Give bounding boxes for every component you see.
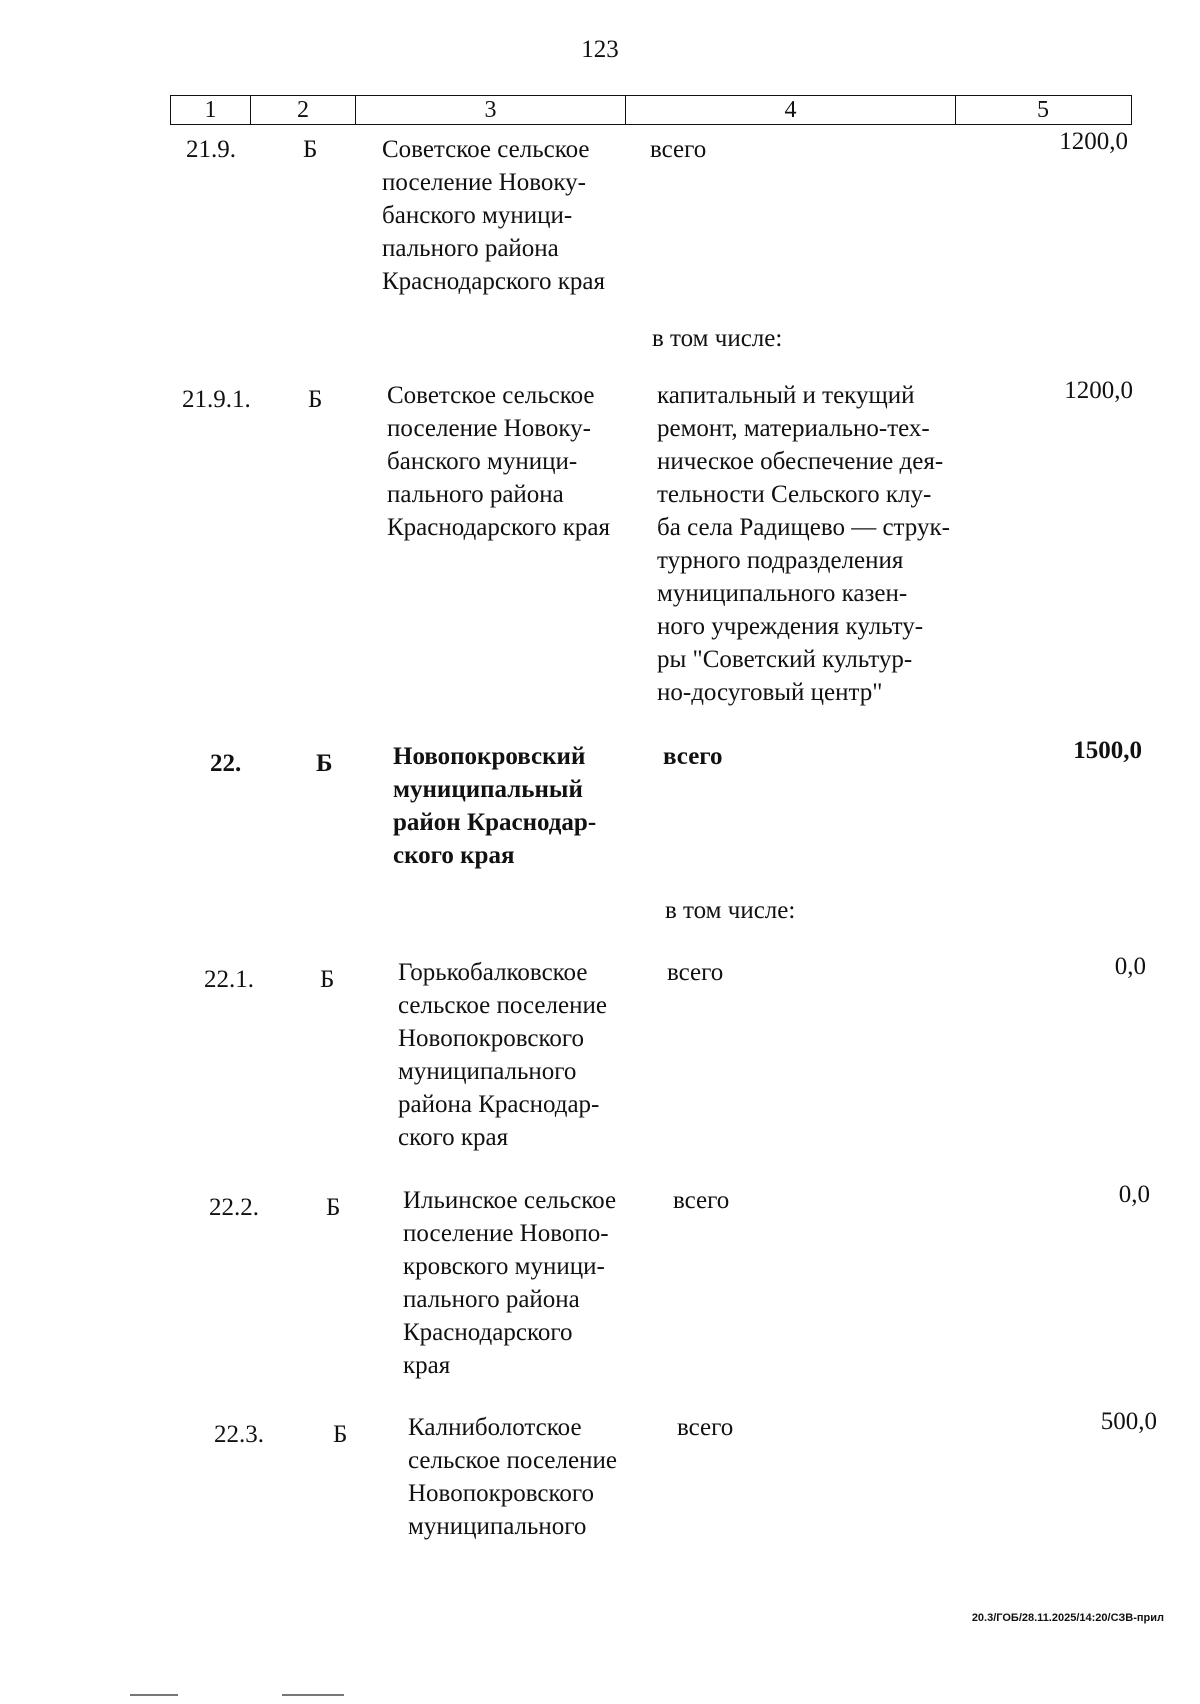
text-line: сельское поселение: [408, 1447, 617, 1474]
row-number: 22.1.: [204, 966, 254, 993]
text-line: всего: [663, 743, 723, 770]
text-line: Советское сельское: [382, 136, 590, 163]
recipient-cell: [398, 956, 646, 1154]
row-code: Б: [326, 1194, 341, 1221]
text-line: Ильинское сельское: [403, 1187, 617, 1214]
text-line: всего: [677, 1414, 734, 1441]
page-number: 123: [581, 36, 619, 63]
recipient-cell: [382, 133, 630, 298]
text-line: тельности Сельского клу-: [657, 481, 932, 508]
text-line: Советское сельское: [387, 382, 595, 409]
text-line: банского муници-: [382, 202, 573, 229]
column-header: 2: [251, 96, 356, 124]
text-line: Новопокровского: [408, 1480, 594, 1507]
column-header-row: [170, 95, 1132, 125]
text-line: ного учреждения культу-: [657, 613, 924, 640]
text-line: района Краснодар-: [398, 1091, 600, 1118]
text-line: ба села Радищево — струк-: [657, 514, 950, 541]
text-line: ническое обеспечение дея-: [657, 448, 944, 475]
text-line: пального района: [403, 1286, 580, 1313]
row-code: Б: [316, 750, 333, 777]
text-line: капитальный и текущий: [657, 382, 915, 409]
text-line: Калниболотское: [408, 1414, 582, 1441]
subheading: в том числе:: [665, 897, 796, 924]
text-line: всего: [667, 959, 724, 986]
amount-cell: 0,0: [1118, 1181, 1150, 1208]
text-line: муниципального казен-: [657, 580, 908, 607]
scan-edge-mark: [130, 1694, 178, 1696]
text-line: кровского муници-: [403, 1253, 605, 1280]
row-number: 21.9.1.: [182, 386, 251, 413]
text-line: муниципальный: [393, 776, 583, 803]
document-registration-code: 20.3/ГОБ/28.11.2025/14:20/СЗВ-прил: [971, 1612, 1164, 1624]
amount-cell: 500,0: [1100, 1408, 1157, 1435]
row-number: 22.2.: [209, 1194, 259, 1221]
text-line: края: [403, 1352, 451, 1379]
text-line: но-досуговый центр": [657, 679, 883, 706]
row-number: 22.3.: [214, 1421, 264, 1448]
subheading: в том числе:: [652, 325, 783, 352]
text-line: район Краснодар-: [393, 809, 597, 836]
text-line: турного подразделения: [657, 547, 904, 574]
purpose-cell: [673, 1184, 729, 1217]
row-number: 21.9.: [186, 136, 236, 163]
amount-cell: 0,0: [1114, 953, 1146, 980]
purpose-cell: [663, 740, 723, 773]
scan-edge-mark: [282, 1694, 344, 1696]
row-code: Б: [303, 136, 318, 163]
text-line: муниципального: [398, 1058, 577, 1085]
text-line: пального района: [382, 235, 559, 262]
text-line: банского муници-: [387, 448, 578, 475]
text-line: ского края: [398, 1124, 509, 1151]
recipient-cell: [387, 379, 635, 544]
text-line: муниципального: [408, 1513, 587, 1540]
purpose-cell: [667, 956, 723, 989]
recipient-cell: [393, 740, 641, 872]
text-line: Горькобалковское: [398, 959, 588, 986]
text-line: Новопокровский: [393, 743, 586, 770]
column-header: 4: [626, 96, 956, 124]
text-line: пального района: [387, 481, 564, 508]
amount-cell: 1200,0: [1064, 377, 1133, 404]
column-header: 5: [1037, 97, 1049, 123]
row-code: Б: [320, 966, 335, 993]
text-line: поселение Новопо-: [403, 1220, 609, 1247]
column-header: 1: [171, 96, 251, 124]
text-line: всего: [650, 136, 707, 163]
text-line: всего: [673, 1187, 730, 1214]
purpose-cell: [657, 379, 963, 709]
amount-cell: 1200,0: [1059, 128, 1128, 155]
text-line: Краснодарского: [403, 1319, 573, 1346]
purpose-cell: [677, 1411, 733, 1444]
recipient-cell: [408, 1411, 656, 1543]
text-line: поселение Новоку-: [382, 169, 586, 196]
row-code: Б: [333, 1421, 348, 1448]
text-line: ского края: [393, 842, 515, 869]
amount-cell: 1500,0: [1073, 737, 1142, 764]
purpose-cell: [650, 133, 706, 166]
column-header: 3: [356, 96, 626, 124]
text-line: Краснодарского края: [382, 268, 605, 295]
text-line: Новопокровского: [398, 1025, 584, 1052]
row-number: 22.: [210, 750, 242, 777]
text-line: поселение Новоку-: [387, 415, 591, 442]
recipient-cell: [403, 1184, 651, 1382]
text-line: Краснодарского края: [387, 514, 610, 541]
row-code: Б: [308, 386, 323, 413]
text-line: сельское поселение: [398, 992, 607, 1019]
text-line: ремонт, материально-тех-: [657, 415, 930, 442]
text-line: ры "Советский культур-: [657, 646, 913, 673]
